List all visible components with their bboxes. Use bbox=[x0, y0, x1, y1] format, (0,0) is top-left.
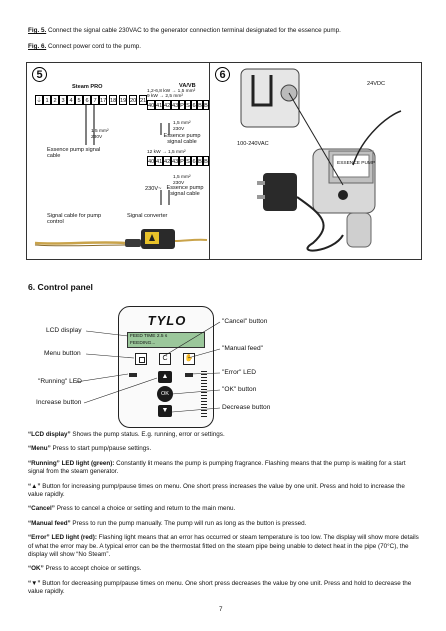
terminal: B bbox=[197, 156, 203, 166]
terminal: 42 bbox=[163, 156, 171, 166]
label-increase-button: Increase button bbox=[36, 399, 82, 406]
terminal: 40 bbox=[147, 156, 155, 166]
desc-cancel: “Cancel” Press to cancel a choice or setting and return to the main menu. bbox=[28, 505, 236, 513]
manual-feed-button[interactable]: ✋ bbox=[183, 353, 195, 365]
ground-terminal: ⏚ bbox=[35, 95, 43, 105]
label-decrease-button: Decrease button bbox=[222, 404, 271, 411]
ok-button[interactable]: OK bbox=[157, 386, 173, 402]
label-lcd-display: LCD display bbox=[46, 327, 82, 334]
page-number: 7 bbox=[219, 606, 223, 613]
desc-manual-feed: “Manual feed” Press to run the pump manually. The pump will run as long as the button is pressed. bbox=[28, 519, 307, 527]
fig6-label: Fig. 6. bbox=[28, 43, 47, 50]
figure6-number: 6 bbox=[215, 67, 230, 82]
lcd-line1: FEED TIME 2.5 s bbox=[130, 334, 168, 339]
terminal: 21 bbox=[139, 95, 147, 105]
signal-cable-label: Signal cable for pump control bbox=[47, 213, 102, 226]
desc-error: “Error” LED light (red): Flashing light means that an error has occurred or steam temperature is too low. The display will show more details of what the error may be. A typical error can be the thermostat fitted on the steam pipe being unable to detect heat in the pipe (70°C), the display will show “No Steam”. bbox=[28, 534, 419, 559]
terminal: P bbox=[179, 100, 185, 110]
terminal: 41 bbox=[155, 156, 163, 166]
terminal: 5 bbox=[75, 95, 83, 105]
terminal: 6 bbox=[191, 156, 197, 166]
terminal: 6 bbox=[191, 100, 197, 110]
fig5-label: Fig. 5. bbox=[28, 27, 47, 34]
terminal: 1 bbox=[43, 95, 51, 105]
terminal: B bbox=[197, 100, 203, 110]
terminal: 18 bbox=[109, 95, 117, 105]
terminal: 40 bbox=[147, 100, 155, 110]
va-label: VA/VB bbox=[179, 83, 196, 89]
wire-spec-top2: 9 kW → 2,5 mm² bbox=[147, 94, 183, 99]
terminal: 17 bbox=[99, 95, 107, 105]
voltage-mark: 230V~ bbox=[145, 186, 162, 192]
label-error-led: "Error" LED bbox=[222, 369, 256, 376]
terminal: 7 bbox=[91, 95, 99, 105]
increase-button[interactable]: ▲ bbox=[158, 371, 172, 383]
description-list bbox=[28, 431, 420, 603]
left-cable-volt: 230V bbox=[91, 135, 103, 140]
decrease-button[interactable]: ▼ bbox=[158, 405, 172, 417]
terminal: 20 bbox=[129, 95, 137, 105]
label-24vdc: 24VDC bbox=[367, 81, 386, 87]
left-caption: Essence pump signal cable bbox=[47, 147, 101, 160]
desc-ok: “OK” Press to accept choice or settings. bbox=[28, 565, 142, 573]
terminal: 6 bbox=[83, 95, 91, 105]
pump-label: ESSENCE PUMP bbox=[337, 161, 376, 166]
desc-running: “Running” LED light (green): Constantly lit means the pump is pumping fragrance. Flashing means that the pump is waiting for a start signal from the steam generator. bbox=[28, 459, 406, 476]
terminal: 42 bbox=[163, 100, 171, 110]
terminal: 2 bbox=[51, 95, 59, 105]
cancel-button[interactable]: C bbox=[159, 353, 171, 365]
terminal: 19 bbox=[119, 95, 127, 105]
terminal: P bbox=[179, 156, 185, 166]
label-running-led: "Running" LED bbox=[38, 378, 82, 385]
terminal: 43 bbox=[171, 156, 179, 166]
desc-lcd: “LCD display” Shows the pump status. E.g. running, error or settings. bbox=[28, 431, 225, 438]
terminal: 3 bbox=[59, 95, 67, 105]
board-title: Steam PRO bbox=[72, 84, 103, 90]
fig6-text: Connect power cord to the pump. bbox=[47, 43, 142, 50]
mid-spec-2: 1,5 mm² bbox=[173, 175, 191, 180]
wire-spec-top: 1,2-6,8 kW → 1,5 mm² bbox=[147, 89, 196, 94]
left-cable-spec: 1,5 mm² bbox=[91, 129, 109, 134]
label-mains: 100-240VAC bbox=[237, 141, 269, 147]
mid-volt-2: 230V bbox=[173, 181, 185, 186]
label-ok-button: "OK" button bbox=[222, 386, 257, 393]
mid-spec-top-2: 12 kW → 1,5 mm² bbox=[147, 150, 186, 155]
mid-spec-1: 1,5 mm² bbox=[173, 121, 191, 126]
terminal: B bbox=[203, 156, 209, 166]
terminal: S bbox=[185, 100, 191, 110]
desc-decrease: “▼” Button for decreasing pump/pause times on menu. One short press decreases the value by one unit. Press and hold to decrease the value rapidly. bbox=[28, 579, 412, 596]
label-cancel-button: "Cancel" button bbox=[222, 318, 268, 325]
mid-caption-1: Essence pump signal cable bbox=[163, 133, 201, 146]
label-menu-button: Menu button bbox=[44, 350, 81, 357]
figure5-number: 5 bbox=[32, 67, 47, 82]
desc-menu: “Menu” Press to start pump/pause settings. bbox=[28, 445, 152, 453]
terminal: 41 bbox=[155, 100, 163, 110]
desc-increase: “▲” Button for increasing pump/pause times on menu. One short press increases the value by one unit. Press and hold to increase the value rapidly. bbox=[28, 482, 405, 499]
terminal: B bbox=[203, 100, 209, 110]
terminal: 43 bbox=[171, 100, 179, 110]
mid-volt-1: 230V bbox=[173, 127, 185, 132]
brand-logo: TYLO bbox=[147, 313, 187, 328]
section-title: 6. Control panel bbox=[28, 282, 93, 292]
mid-caption-2: Essence pump signal cable bbox=[166, 185, 204, 198]
converter-label: Signal converter bbox=[127, 213, 168, 219]
terminal: S bbox=[185, 156, 191, 166]
terminal: 4 bbox=[67, 95, 75, 105]
lcd-line2: FEEDING... bbox=[130, 340, 156, 346]
fig5-text: Connect the signal cable 230VAC to the generator connection terminal designated for the essence pump. bbox=[47, 27, 341, 34]
label-manual-feed: "Manual feed" bbox=[222, 345, 263, 352]
